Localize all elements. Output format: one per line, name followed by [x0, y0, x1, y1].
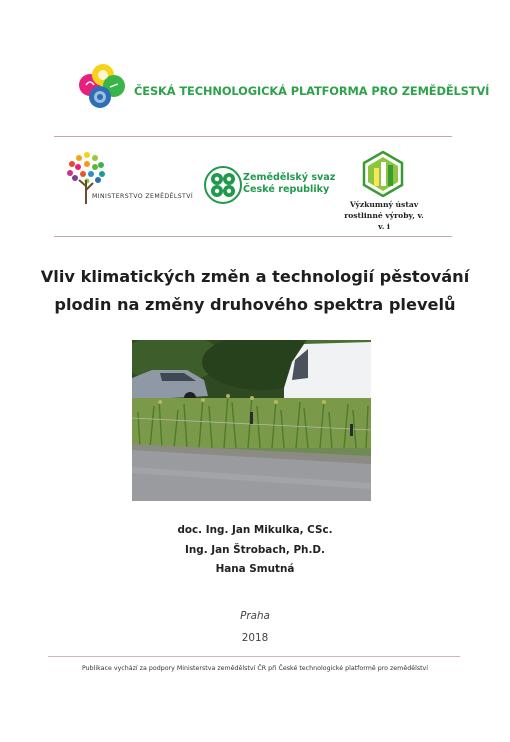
author-name: Hana Smutná	[215, 563, 295, 575]
document-title-line1: Vliv klimatických změn a technologií pěstování	[40, 267, 470, 286]
institute-name	[342, 199, 426, 232]
institute-name-line1: Výzkumný ústav	[349, 200, 419, 209]
author-name: doc. Ing. Jan Mikulka, CSc.	[177, 524, 333, 536]
institute-logo-icon	[362, 151, 404, 197]
institute-name-line2: rostlinné výroby, v. v. i	[344, 211, 424, 231]
ministry-name: MINISTERSTVO ZEMĚDĚLSTVÍ	[92, 193, 194, 200]
cover-photo	[132, 340, 371, 501]
platform-name: ČESKÁ TECHNOLOGICKÁ PLATFORMA PRO ZEMĚDĚLSTVÍ	[134, 84, 490, 98]
clover-logo-icon	[204, 166, 242, 204]
author-list	[100, 521, 410, 580]
divider	[54, 136, 452, 137]
author-name: Ing. Jan Štrobach, Ph.D.	[185, 543, 325, 556]
document-title-line2: plodin na změny druhového spektra plevelů	[54, 295, 456, 314]
document-title	[40, 263, 470, 319]
union-name-line2: České republiky	[243, 184, 330, 195]
divider	[54, 236, 452, 237]
publication-place: Praha	[240, 610, 270, 622]
union-name-line1: Zemědělský svaz	[243, 172, 336, 183]
union-name	[243, 172, 335, 196]
platform-logo-icon	[76, 63, 128, 115]
funding-note: Publikace vychází za podpory Ministerstva zemědělství ČR při České technologické platformě pro zemědělství	[81, 665, 429, 672]
publication-year: 2018	[241, 632, 269, 644]
divider	[48, 656, 460, 657]
